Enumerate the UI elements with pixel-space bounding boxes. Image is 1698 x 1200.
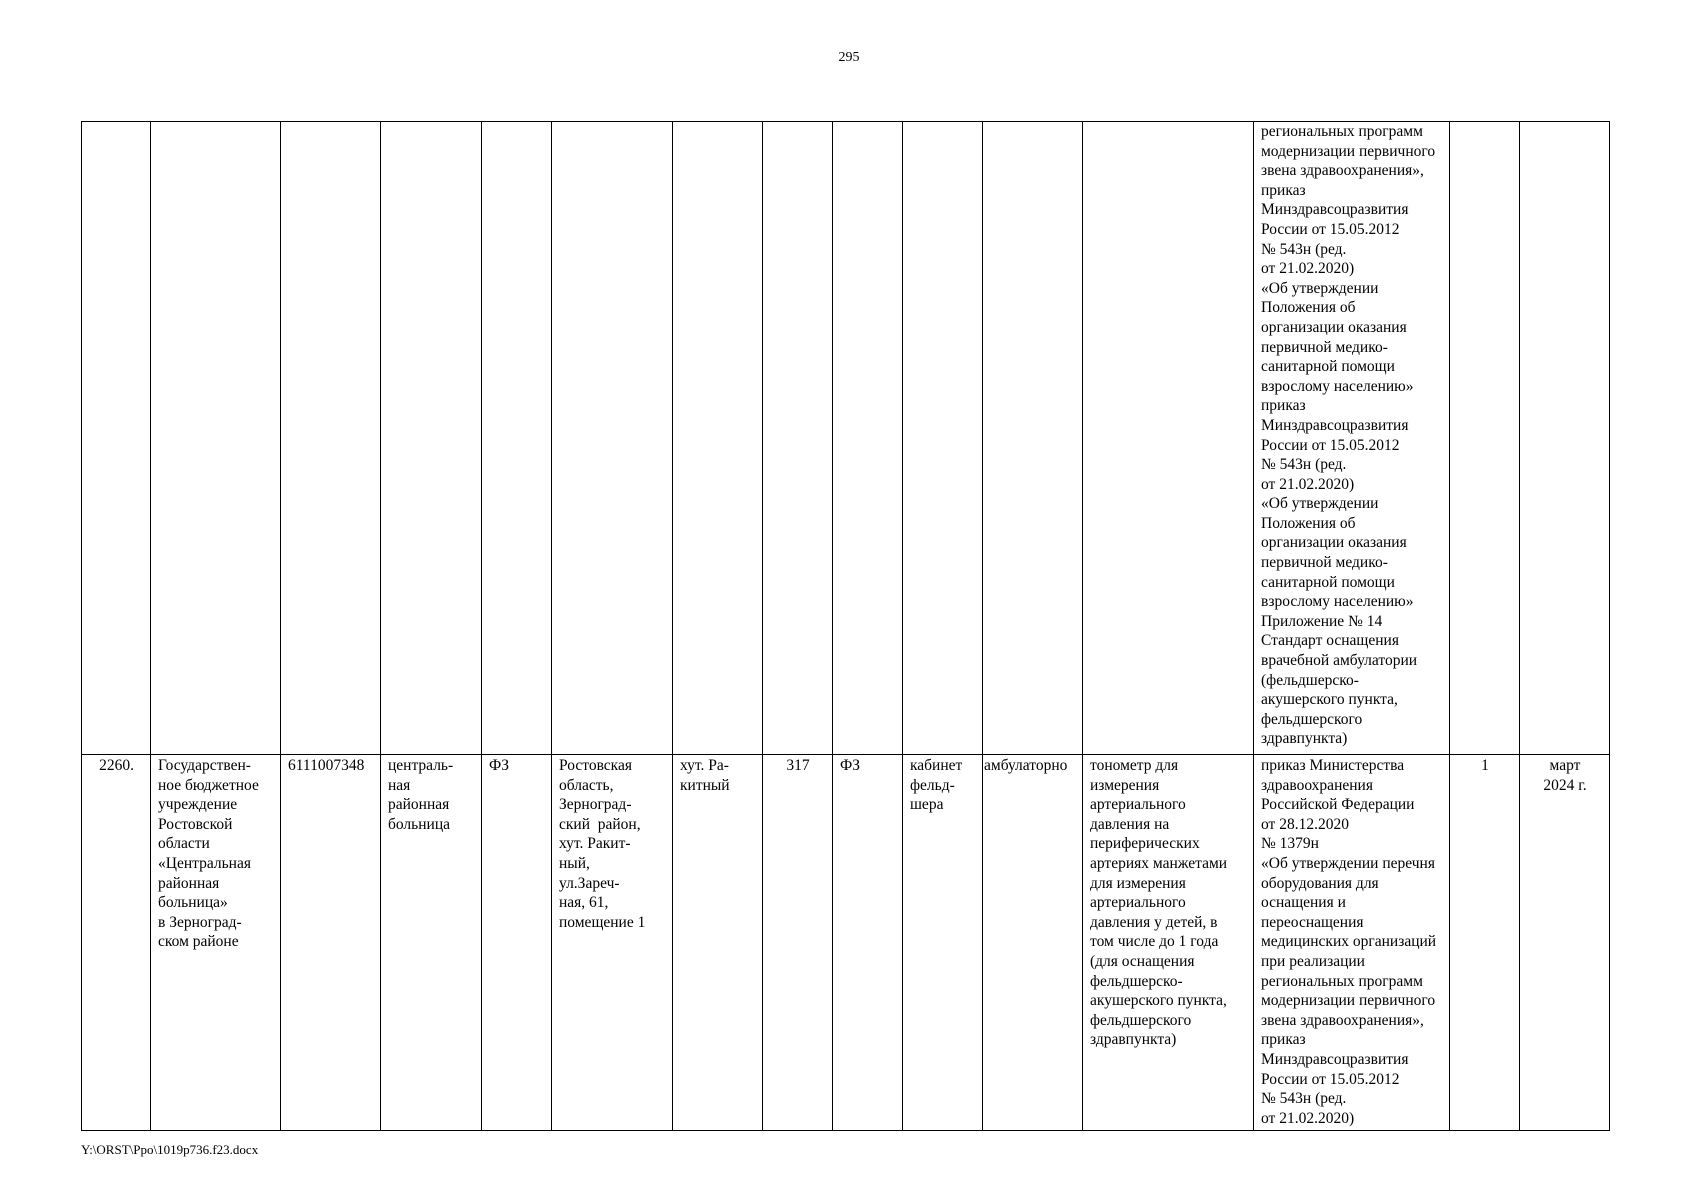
page-number: 295	[838, 50, 860, 65]
cell-org-type	[381, 755, 482, 1131]
text-line: хут. Ракит-	[559, 835, 631, 853]
cell-inn	[281, 122, 381, 755]
text-line: измерения	[1090, 776, 1160, 794]
text-line: региональных программ	[1261, 972, 1423, 990]
text-line: от 28.12.2020	[1261, 815, 1349, 833]
text-line: здравпункта)	[1090, 1031, 1177, 1049]
cell-org-type	[381, 122, 482, 755]
cell-population	[763, 122, 833, 755]
text-line: Положения об	[1261, 299, 1356, 317]
text-line: приказ	[1261, 181, 1306, 199]
text-line: районная	[158, 874, 220, 892]
text-line: Стандарт оснащения	[1261, 632, 1399, 650]
text-line: давления у детей, в	[1090, 913, 1218, 931]
text-line: фельд-	[910, 776, 955, 794]
text-line: организации оказания	[1261, 534, 1407, 552]
text-line: № 543н (ред.	[1261, 1090, 1347, 1108]
cell-inn: 6111007348	[281, 755, 381, 1131]
cell-unit-type-2	[833, 122, 903, 755]
table-row-2260	[82, 755, 1610, 1131]
cell-legal-basis	[1254, 122, 1450, 755]
text-line: Минздравсоцразвития	[1261, 416, 1409, 434]
text-line: Государствен-	[158, 757, 251, 774]
text-line: санитарной помощи	[1261, 573, 1395, 591]
text-line: Российской Федерации	[1261, 796, 1415, 814]
text-line: область,	[559, 776, 614, 794]
text-line: от 21.02.2020)	[1261, 260, 1355, 278]
cell-quantity	[1450, 122, 1520, 755]
text-line: том числе до 1 года	[1090, 933, 1219, 951]
text-line: Положения об	[1261, 514, 1356, 532]
text-line: санитарной помощи	[1261, 358, 1395, 376]
text-line: Минздравсоцразвития	[1261, 1050, 1409, 1068]
cell-address	[552, 122, 673, 755]
text-line: модернизации первичного	[1261, 992, 1436, 1010]
text-line: артериального	[1090, 894, 1186, 912]
text-line: от 21.02.2020)	[1261, 475, 1355, 493]
footer-file-path: Y:\ORST\Ppo\1019p736.f23.docx	[81, 1142, 259, 1157]
cell-settlement	[673, 755, 763, 1131]
text-line: март	[1549, 757, 1581, 774]
text-line: России от 15.05.2012	[1261, 1070, 1400, 1088]
cell-unit-type	[482, 122, 552, 755]
text-line: Минздравсоцразвития	[1261, 201, 1409, 219]
text-line: звена здравоохранения»,	[1261, 1011, 1424, 1029]
text-line: приказ	[1261, 397, 1306, 415]
text-line: Ростовская	[559, 757, 632, 774]
text-line: фельдшерского	[1261, 710, 1363, 728]
text-line: акушерского пункта,	[1090, 992, 1227, 1010]
text-line: ная	[388, 776, 411, 794]
text-line: районная	[388, 796, 450, 814]
text-line: региональных программ	[1261, 123, 1423, 140]
text-line: ная, 61,	[559, 894, 609, 912]
text-line: ный,	[559, 854, 590, 872]
text-line: модернизации первичного	[1261, 142, 1436, 160]
text-line: Ростовской	[158, 815, 233, 833]
text-line: учреждение	[158, 796, 238, 814]
cell-organization	[151, 755, 281, 1131]
text-line: здравоохранения	[1261, 776, 1373, 794]
cell-room	[903, 755, 983, 1131]
cell-care-conditions	[983, 122, 1083, 755]
cell-unit-type-2: ФЗ	[833, 755, 903, 1131]
text-line: «Об утверждении	[1261, 495, 1379, 513]
text-line: приказ Министерства	[1261, 757, 1405, 774]
text-line: Приложение № 14	[1261, 612, 1383, 630]
text-line: для измерения	[1090, 874, 1186, 892]
text-line: России от 15.05.2012	[1261, 436, 1400, 454]
text-line: врачебной амбулатории	[1261, 652, 1418, 670]
text-line: артериях манжетами	[1090, 854, 1228, 872]
cell-care-conditions: амбулаторно	[983, 755, 1083, 1131]
text-line: взрослому населению»	[1261, 593, 1414, 611]
text-line: Зерноград-	[559, 796, 632, 814]
text-line: переоснащения	[1261, 913, 1364, 931]
text-line: «Центральная	[158, 854, 251, 872]
text-line: ском районе	[158, 933, 239, 951]
table-row-continuation	[82, 122, 1610, 755]
text-line: № 543н (ред.	[1261, 240, 1347, 258]
text-line: ул.Зареч-	[559, 874, 620, 892]
text-line: акушерского пункта,	[1261, 691, 1398, 709]
text-line: «Об утверждении	[1261, 279, 1379, 297]
cell-settlement	[673, 122, 763, 755]
text-line: при реализации	[1261, 952, 1365, 970]
text-line: оснащения и	[1261, 894, 1346, 912]
text-line: больница	[388, 815, 450, 833]
text-line: помещение 1	[559, 913, 646, 931]
text-line: первичной медико-	[1261, 554, 1388, 572]
text-line: медицинских организаций	[1261, 933, 1437, 951]
text-line: «Об утверждении перечня	[1261, 854, 1435, 872]
cell-organization	[151, 122, 281, 755]
text-line: ное бюджетное	[158, 776, 259, 794]
cell-number: 2260.	[82, 755, 151, 1131]
text-line: ский район,	[559, 815, 641, 833]
cell-legal-basis	[1254, 755, 1450, 1131]
cell-number	[82, 122, 151, 755]
text-line: больница»	[158, 894, 228, 912]
cell-address	[552, 755, 673, 1131]
text-line: № 543н (ред.	[1261, 456, 1347, 474]
text-line: фельдшерско-	[1090, 972, 1183, 990]
text-line: (для оснащения	[1090, 952, 1195, 970]
text-line: давления на	[1090, 815, 1170, 833]
text-line: первичной медико-	[1261, 338, 1388, 356]
text-line: оборудования для	[1261, 874, 1379, 892]
text-line: китный	[680, 776, 730, 794]
text-line: здравпункта)	[1261, 730, 1348, 748]
text-line: артериального	[1090, 796, 1186, 814]
cell-quantity: 1	[1450, 755, 1520, 1131]
cell-deadline	[1520, 122, 1610, 755]
text-line: шера	[910, 796, 944, 814]
text-line: звена здравоохранения»,	[1261, 162, 1424, 180]
text-line: от 21.02.2020)	[1261, 1109, 1355, 1127]
cell-equipment	[1083, 755, 1254, 1131]
cell-unit-type: ФЗ	[482, 755, 552, 1131]
text-line: тонометр для	[1090, 757, 1179, 774]
text-line: (фельдшерско-	[1261, 671, 1359, 689]
text-line: в Зерноград-	[158, 913, 242, 931]
text-line: кабинет	[910, 757, 963, 774]
text-line: периферических	[1090, 835, 1200, 853]
cell-deadline	[1520, 755, 1610, 1131]
text-line: централь-	[388, 757, 454, 774]
text-line: России от 15.05.2012	[1261, 220, 1400, 238]
text-line: хут. Ра-	[680, 757, 729, 774]
text-line: приказ	[1261, 1031, 1306, 1049]
text-line: № 1379н	[1261, 835, 1319, 853]
equipment-table	[81, 121, 1610, 1131]
text-line: фельдшерского	[1090, 1011, 1192, 1029]
text-line: 2024 г.	[1543, 776, 1587, 794]
cell-population: 317	[763, 755, 833, 1131]
text-line: области	[158, 835, 210, 853]
cell-room	[903, 122, 983, 755]
cell-equipment	[1083, 122, 1254, 755]
text-line: взрослому населению»	[1261, 377, 1414, 395]
text-line: организации оказания	[1261, 318, 1407, 336]
